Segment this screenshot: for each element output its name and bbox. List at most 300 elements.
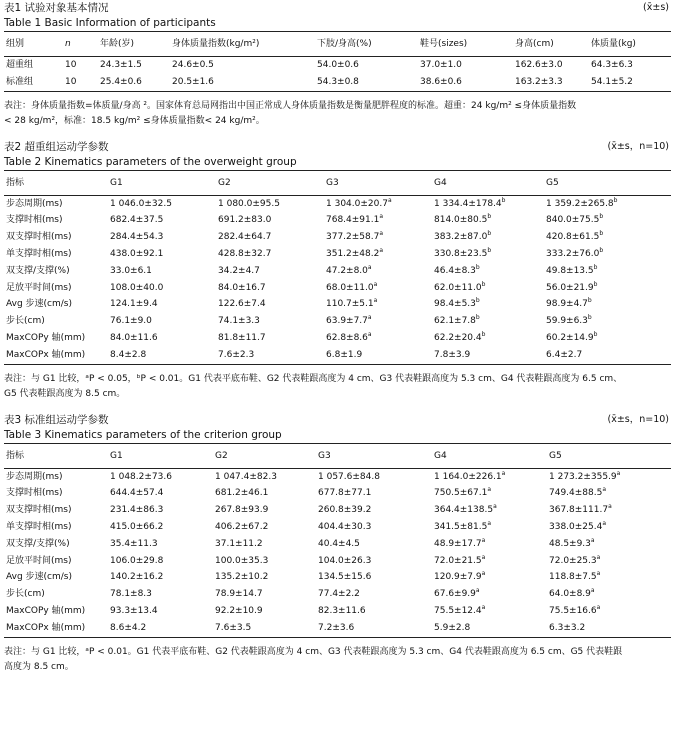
- table2-cell-value: 84.0±16.7: [218, 282, 266, 293]
- table3-cell-value: 92.2±10.9: [215, 605, 263, 616]
- table2-cell: [432, 195, 544, 212]
- table2-significance-mark: b: [599, 213, 604, 221]
- table2-cell-value: Avg 步速(cm/s): [6, 299, 72, 310]
- table2-cell-value: 7.6±2.3: [218, 349, 255, 360]
- table3-cell-value: 118.8±7.5: [549, 572, 597, 583]
- table3-cell-value: 步长(cm): [6, 589, 45, 600]
- table3-significance-mark: a: [481, 536, 486, 544]
- table3-row: [4, 468, 671, 485]
- table3-row-label: [4, 620, 108, 637]
- table1-row: [4, 57, 671, 74]
- table2-cell-value: 足放平时间(ms): [6, 282, 72, 293]
- table3-significance-mark: a: [481, 603, 486, 611]
- table3-cell: [547, 553, 671, 570]
- table3-cell-value: 77.4±2.2: [318, 589, 360, 600]
- table2-cell-value: 62.8±8.6: [326, 332, 368, 343]
- table2-cell-value: 333.2±76.0: [546, 248, 600, 259]
- table2-cell-value: 62.2±20.4: [434, 332, 482, 343]
- table2-cell: [216, 246, 324, 263]
- table2-cell-value: 单支撑时相(ms): [6, 248, 72, 259]
- table3-cell-value: 双支撑/支撑(%): [6, 538, 70, 549]
- table1-row-label: 标准组: [6, 76, 34, 87]
- table3-cell: [547, 620, 671, 637]
- table3-title-en: Table 3 Kinematics parameters of the criterion group: [4, 428, 282, 441]
- table2-cell-value: 步态周期(ms): [6, 198, 63, 209]
- table3-significance-mark: a: [596, 553, 601, 561]
- table3-cell-value: 106.0±29.8: [110, 555, 164, 566]
- table3-cell-value: 120.9±7.9: [434, 572, 482, 583]
- table2-significance-mark: b: [593, 280, 598, 288]
- table1-cell: 25.4±0.6: [100, 76, 142, 87]
- table3-row-label: [4, 502, 108, 519]
- table3-significance-mark: a: [481, 553, 486, 561]
- table2-cell: [216, 229, 324, 246]
- table2-cell-value: 46.4±8.3: [434, 265, 476, 276]
- table3-cell: [432, 586, 547, 603]
- table3-row-label: [4, 603, 108, 620]
- table3-caption: [4, 412, 671, 428]
- table2-cell-value: 59.9±6.3: [546, 316, 588, 327]
- table1-header-cell: 鞋号(sizes): [418, 32, 513, 57]
- table2-note: [4, 372, 671, 403]
- table3-significance-mark: a: [602, 519, 607, 527]
- table3-cell: [432, 485, 547, 502]
- table3-cell-value: 677.8±77.1: [318, 488, 372, 499]
- table2-cell: [544, 280, 671, 297]
- table3-cell-value: 341.5±81.5: [434, 521, 488, 532]
- table2-significance-mark: a: [379, 230, 384, 238]
- table2-title-cn: 表2 超重组运动学参数: [4, 140, 109, 153]
- table2-cell: [432, 313, 544, 330]
- table3-cell-value: 404.4±30.3: [318, 521, 372, 532]
- table3-title-cn: 表3 标准组运动学参数: [4, 413, 109, 426]
- table3-cell-value: 48.5±9.3: [549, 538, 591, 549]
- table2-row: [4, 296, 671, 313]
- table3-cell-value: 75.5±16.6: [549, 605, 597, 616]
- table2-cell: [216, 195, 324, 212]
- table2-significance-mark: b: [613, 196, 618, 204]
- table3-cell: [213, 586, 316, 603]
- table3-significance-mark: a: [590, 536, 595, 544]
- table3-row-label: [4, 468, 108, 485]
- table2-cell: [108, 263, 216, 280]
- table2-row-label: [4, 246, 108, 263]
- table3-cell: [432, 620, 547, 637]
- table2-cell: [544, 263, 671, 280]
- table3-cell-value: 40.4±4.5: [318, 538, 360, 549]
- table3-significance-mark: a: [590, 587, 595, 595]
- table2-cell: [108, 280, 216, 297]
- table3-cell-value: 750.5±67.1: [434, 488, 488, 499]
- table1-title-cn: 表1 试验对象基本情况: [4, 2, 109, 14]
- table3-cell-value: 步态周期(ms): [6, 471, 63, 482]
- table2-significance-mark: b: [593, 330, 598, 338]
- table1-header-cell: n: [63, 32, 98, 57]
- table2-cell: [108, 246, 216, 263]
- table3-cell: [108, 468, 213, 485]
- table3-cell: [213, 569, 316, 586]
- table3-cell: [316, 519, 432, 536]
- table2-cell: [432, 280, 544, 297]
- table2-cell-value: 840.0±75.5: [546, 215, 600, 226]
- document-page: [4, 0, 671, 676]
- table2-cell-value: 双支撑/支撑(%): [6, 265, 70, 276]
- table2-caption: [4, 139, 671, 155]
- table3-cell: [432, 536, 547, 553]
- table3-cell-value: 67.6±9.9: [434, 589, 476, 600]
- table3-cell-value: MaxCOPx 轴(mm): [6, 622, 86, 633]
- table3-cell-value: 足放平时间(ms): [6, 555, 72, 566]
- table2-cell: [324, 296, 432, 313]
- table2-cell: [324, 195, 432, 212]
- table3-stat-note: (x̄±s，n=10): [607, 413, 669, 425]
- table1-caption: [4, 0, 671, 16]
- table2-cell-value: 60.2±14.9: [546, 332, 594, 343]
- table2-row-label: [4, 263, 108, 280]
- table2-cell-value: 351.2±48.2: [326, 248, 380, 259]
- table3-cell-value: 260.8±39.2: [318, 505, 372, 516]
- table3-cell-value: 135.2±10.2: [215, 572, 269, 583]
- table2-cell: [216, 313, 324, 330]
- table2-cell: [324, 347, 432, 364]
- table3-cell: [108, 620, 213, 637]
- table3-significance-mark: a: [501, 469, 506, 477]
- table2-cell-value: 98.9±4.7: [546, 299, 588, 310]
- table3-row: [4, 553, 671, 570]
- table3-cell: [432, 553, 547, 570]
- table2-significance-mark: b: [599, 246, 604, 254]
- table2-cell-value: 1 334.4±178.4: [434, 198, 502, 209]
- table2-significance-mark: b: [475, 314, 480, 322]
- table1-cell: 54.0±0.6: [317, 60, 359, 70]
- table2-cell-value: 124.1±9.4: [110, 299, 158, 310]
- table3-cell: [108, 553, 213, 570]
- table3-cell: [316, 485, 432, 502]
- table2-cell-value: 814.0±80.5: [434, 215, 488, 226]
- table2-cell: [432, 263, 544, 280]
- table3-cell-value: 93.3±13.4: [110, 605, 158, 616]
- table2-row: [4, 263, 671, 280]
- table3-note: [4, 645, 671, 676]
- table3-cell: [547, 569, 671, 586]
- table3-row: [4, 586, 671, 603]
- table2-row: [4, 229, 671, 246]
- table2-cell-value: 63.9±7.7: [326, 316, 368, 327]
- table2-significance-mark: a: [367, 330, 372, 338]
- table3-cell-value: 134.5±15.6: [318, 572, 372, 583]
- table1-row-label: 超重组: [6, 60, 34, 70]
- table2-header-cell: 指标: [4, 170, 108, 195]
- table2-cell-value: 768.4±91.1: [326, 215, 380, 226]
- table2-cell-value: MaxCOPy 轴(mm): [6, 332, 86, 343]
- table2-row: [4, 212, 671, 229]
- table3-header-cell: G2: [213, 443, 316, 468]
- table3-cell: [213, 620, 316, 637]
- table2-significance-mark: b: [587, 297, 592, 305]
- table2-cell: [432, 296, 544, 313]
- table2-stat-note: (x̄±s，n=10): [607, 140, 669, 152]
- table2-cell: [216, 212, 324, 229]
- table2-significance-mark: b: [487, 246, 492, 254]
- table2-cell: [432, 330, 544, 347]
- table2-cell: [432, 246, 544, 263]
- table2-cell-value: 1 359.2±265.8: [546, 198, 614, 209]
- table3-cell: [213, 553, 316, 570]
- table2-cell: [544, 347, 671, 364]
- table3-cell: [316, 468, 432, 485]
- table2-cell-value: 33.0±6.1: [110, 265, 152, 276]
- table2-cell: [108, 347, 216, 364]
- table2-cell-value: 1 046.0±32.5: [110, 198, 172, 209]
- table2-row-label: [4, 195, 108, 212]
- table3-cell: [432, 569, 547, 586]
- table2-row: [4, 280, 671, 297]
- table2-row-label: [4, 296, 108, 313]
- table2-cell-value: 98.4±5.3: [434, 299, 476, 310]
- table3-cell: [108, 536, 213, 553]
- table3-significance-mark: a: [487, 486, 492, 494]
- table3-cell-value: 338.0±25.4: [549, 521, 603, 532]
- table3-header-cell: G5: [547, 443, 671, 468]
- table2-row: [4, 313, 671, 330]
- table2-row: [4, 347, 671, 364]
- table2-row: [4, 330, 671, 347]
- table2-cell: [544, 330, 671, 347]
- table1-cell: 162.6±3.0: [515, 60, 563, 70]
- table3-note-line1: 表注：与 G1 比较，ᵃP < 0.01。G1 代表平底布鞋、G2 代表鞋跟高度为 4 cm、G3 代表鞋跟高度为 5.3 cm、G4 代表鞋跟高度为 6.5 cm、G5 代表鞋跟: [4, 646, 623, 657]
- table1-note: [4, 99, 671, 130]
- table3-cell: [108, 502, 213, 519]
- table2-cell: [216, 263, 324, 280]
- table2-cell: [324, 229, 432, 246]
- table2-cell-value: 691.2±83.0: [218, 215, 272, 226]
- table3-header-cell: G3: [316, 443, 432, 468]
- table2-cell: [108, 212, 216, 229]
- table3-significance-mark: a: [596, 603, 601, 611]
- table2-significance-mark: a: [373, 297, 378, 305]
- table3-row: [4, 502, 671, 519]
- table3-row-label: [4, 485, 108, 502]
- table2-note-line2: G5 代表鞋跟高度为 8.5 cm。: [4, 389, 126, 400]
- table2-cell-value: 1 080.0±95.5: [218, 198, 280, 209]
- table3-cell-value: 415.0±66.2: [110, 521, 164, 532]
- table2-cell: [544, 229, 671, 246]
- table2-cell-value: 49.8±13.5: [546, 265, 594, 276]
- table3-cell: [547, 519, 671, 536]
- table2-header-cell: G4: [432, 170, 544, 195]
- table3-significance-mark: a: [487, 519, 492, 527]
- table2-cell-value: 1 304.0±20.7: [326, 198, 388, 209]
- table3-row-label: [4, 519, 108, 536]
- table2-cell-value: 步长(cm): [6, 316, 45, 327]
- table2-cell: [216, 330, 324, 347]
- table3-cell-value: 231.4±86.3: [110, 505, 164, 516]
- table3-cell: [547, 536, 671, 553]
- table2-header-cell: G1: [108, 170, 216, 195]
- table3-cell-value: 6.3±3.2: [549, 622, 586, 633]
- table3-cell-value: 48.9±17.7: [434, 538, 482, 549]
- table2-row: [4, 195, 671, 212]
- table2-cell: [432, 347, 544, 364]
- table3-cell-value: 367.8±111.7: [549, 505, 609, 516]
- table2-significance-mark: a: [367, 314, 372, 322]
- table1-cell: 38.6±0.6: [420, 76, 462, 87]
- table2-cell-value: 76.1±9.0: [110, 316, 152, 327]
- table3-cell: [108, 519, 213, 536]
- table3-cell-value: 75.5±12.4: [434, 605, 482, 616]
- table3-cell: [547, 586, 671, 603]
- table3-cell: [316, 569, 432, 586]
- table2-row-label: [4, 229, 108, 246]
- table2-header-cell: G5: [544, 170, 671, 195]
- table3-row-label: [4, 536, 108, 553]
- table3-cell: [213, 536, 316, 553]
- table1-cell: 37.0±1.0: [420, 60, 462, 70]
- table3-row-label: [4, 586, 108, 603]
- table3-significance-mark: a: [616, 469, 621, 477]
- table3-cell-value: 5.9±2.8: [434, 622, 471, 633]
- table2-cell-value: 7.8±3.9: [434, 349, 471, 360]
- table3-note-line2: 高度为 8.5 cm。: [4, 662, 74, 673]
- table3-cell-value: 35.4±11.3: [110, 538, 158, 549]
- table3-row: [4, 603, 671, 620]
- table2-significance-mark: a: [379, 246, 384, 254]
- table3-cell: [547, 468, 671, 485]
- table2-header-cell: G2: [216, 170, 324, 195]
- table2-cell-value: 6.4±2.7: [546, 349, 583, 360]
- table1-cell: 54.3±0.8: [317, 76, 359, 87]
- table3-cell: [432, 468, 547, 485]
- table2-significance-mark: b: [501, 196, 506, 204]
- table2-cell-value: 56.0±21.9: [546, 282, 594, 293]
- table2-cell-value: 62.1±7.8: [434, 316, 476, 327]
- table3-row-label: [4, 553, 108, 570]
- table3-cell-value: 749.4±88.5: [549, 488, 603, 499]
- table2-row: [4, 246, 671, 263]
- table3-cell-value: 支撑时相(ms): [6, 488, 63, 499]
- table3-header-cell: G1: [108, 443, 213, 468]
- table2-cell: [544, 296, 671, 313]
- table3-cell: [316, 586, 432, 603]
- table1-cell: 10: [65, 60, 77, 70]
- table2-row-label: [4, 330, 108, 347]
- table2-cell-value: 84.0±11.6: [110, 332, 158, 343]
- table2-cell-value: 428.8±32.7: [218, 248, 272, 259]
- table3-cell-value: 单支撑时相(ms): [6, 521, 72, 532]
- table2-cell: [324, 313, 432, 330]
- table3-cell-value: 78.9±14.7: [215, 589, 263, 600]
- table3-row: [4, 536, 671, 553]
- table3-cell-value: 681.2±46.1: [215, 488, 269, 499]
- table3-header-cell: 指标: [4, 443, 108, 468]
- table3-header-row: [4, 443, 671, 468]
- table3: [4, 443, 671, 638]
- table3-cell: [316, 553, 432, 570]
- table1-cell: 54.1±5.2: [591, 76, 633, 87]
- table2-cell-value: 377.2±58.7: [326, 232, 380, 243]
- table1-row: [4, 74, 671, 91]
- table2-header-row: [4, 170, 671, 195]
- table1-header-cell: 身体质量指数(kg/m²): [170, 32, 315, 57]
- table2-cell: [432, 212, 544, 229]
- table3-cell: [213, 485, 316, 502]
- table3-cell: [213, 468, 316, 485]
- table1-cell: 10: [65, 76, 77, 87]
- table3-cell-value: 100.0±35.3: [215, 555, 269, 566]
- table2-cell-value: 110.7±5.1: [326, 299, 374, 310]
- table2-cell-value: 383.2±87.0: [434, 232, 488, 243]
- table3-row: [4, 485, 671, 502]
- table2-cell: [216, 280, 324, 297]
- table3-cell: [432, 502, 547, 519]
- table1-note-line2: < 28 kg/m²，标准：18.5 kg/m² ≤身体质量指数< 24 kg/m²。: [4, 116, 265, 127]
- table3-cell-value: 1 048.2±73.6: [110, 471, 172, 482]
- table2-cell-value: 330.8±23.5: [434, 248, 488, 259]
- table3-significance-mark: a: [493, 503, 497, 511]
- table3-cell: [432, 519, 547, 536]
- table2-cell: [108, 195, 216, 212]
- table3-cell: [316, 620, 432, 637]
- table2-cell: [324, 263, 432, 280]
- table1-body: [4, 57, 671, 92]
- table1-cell: 20.5±1.6: [172, 76, 214, 87]
- table2-cell: [324, 212, 432, 229]
- table2-significance-mark: a: [367, 263, 372, 271]
- table2-cell-value: 108.0±40.0: [110, 282, 164, 293]
- table3-cell-value: 7.6±3.5: [215, 622, 252, 633]
- table2-significance-mark: b: [475, 297, 480, 305]
- table3-header-cell: G4: [432, 443, 547, 468]
- table2-cell-value: 284.4±54.3: [110, 232, 164, 243]
- table2-cell-value: 282.4±64.7: [218, 232, 272, 243]
- table2-cell-value: 438.0±92.1: [110, 248, 164, 259]
- table1: [4, 31, 671, 92]
- table3-row: [4, 620, 671, 637]
- table1-cell: 163.2±3.3: [515, 76, 563, 87]
- table2-cell-value: 62.0±11.0: [434, 282, 482, 293]
- table2-cell-value: 81.8±11.7: [218, 332, 266, 343]
- table2: [4, 170, 671, 365]
- table3-cell-value: 72.0±25.3: [549, 555, 597, 566]
- table3-cell: [547, 485, 671, 502]
- table1-title-en: Table 1 Basic Information of participants: [4, 17, 216, 29]
- table3-cell: [316, 536, 432, 553]
- table2-significance-mark: b: [481, 330, 486, 338]
- table3-cell: [547, 603, 671, 620]
- table3-body: [4, 468, 671, 637]
- table2-significance-mark: b: [599, 230, 604, 238]
- table3-cell-value: 7.2±3.6: [318, 622, 355, 633]
- table2-row-label: [4, 313, 108, 330]
- table2-cell: [544, 246, 671, 263]
- table3-cell-value: 78.1±8.3: [110, 589, 152, 600]
- table2-row-label: [4, 280, 108, 297]
- table3-cell: [547, 502, 671, 519]
- table1-note-line1: 表注：身体质量指数=体质量/身高 ²。国家体育总局网指出中国正常成人身体质量指数是衡量肥胖程度的标准。超重：24 kg/m² ≤身体质量指数: [4, 100, 577, 111]
- table3-cell-value: 267.8±93.9: [215, 505, 269, 516]
- table1-cell: 24.6±0.5: [172, 60, 214, 70]
- table1-header-cell: 年龄(岁): [98, 32, 170, 57]
- table2-significance-mark: a: [379, 213, 384, 221]
- table2-significance-mark: b: [475, 263, 480, 271]
- table3-significance-mark: a: [475, 587, 480, 595]
- table2-cell-value: 47.2±8.0: [326, 265, 368, 276]
- table3-row-label: [4, 569, 108, 586]
- table2-significance-mark: b: [487, 230, 492, 238]
- table1-header-cell: 体质量(kg): [589, 32, 671, 57]
- table2-cell: [108, 229, 216, 246]
- table3-cell-value: 1 164.0±226.1: [434, 471, 502, 482]
